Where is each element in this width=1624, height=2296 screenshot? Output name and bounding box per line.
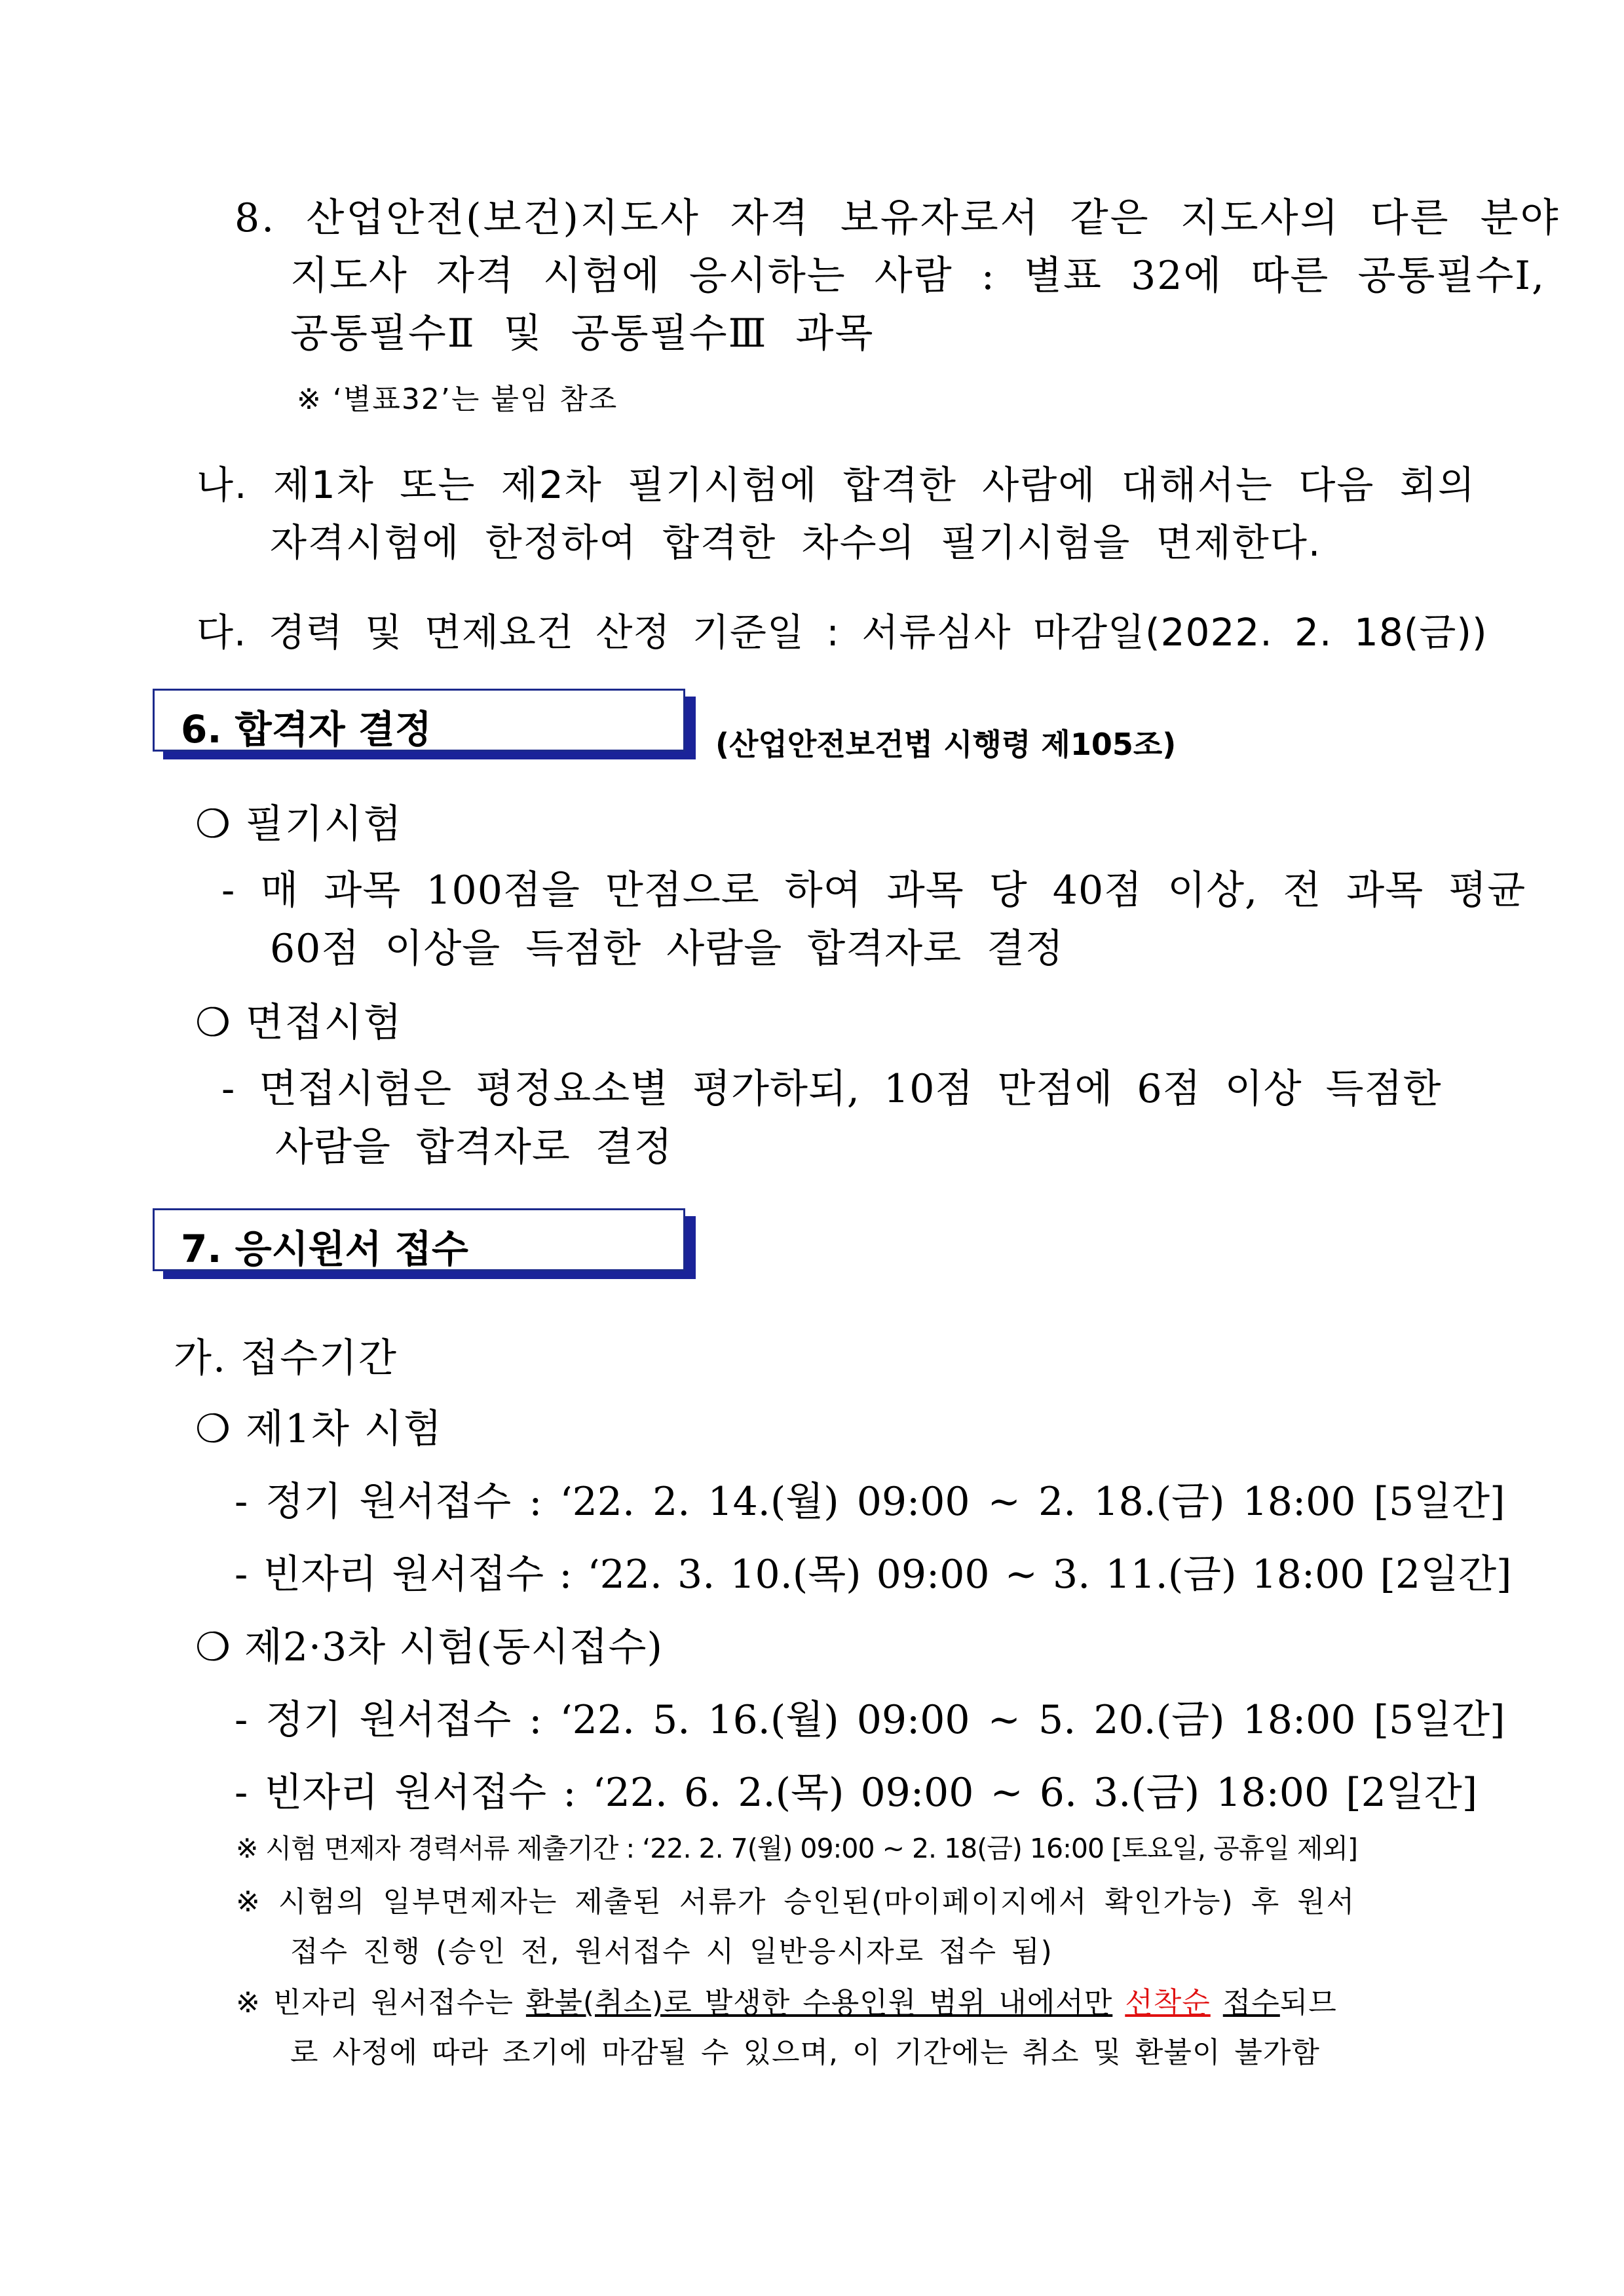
interview-line2: 사람을 합격자로 결정 [275, 1124, 673, 1170]
interview-exam-heading: ❍ 면접시험 [195, 1000, 403, 1046]
round23-vacancy: - 빈자리 원서접수 : ‘22. 6. 2.(목) 09:00 ~ 6. 3.(금) 18:00 [2일간] [235, 1770, 1478, 1816]
round23-heading: ❍ 제2·3차 시험(동시접수) [195, 1624, 663, 1670]
note-vacancy-line2: 로 사정에 따라 조기에 마감될 수 있으며, 이 기간에는 취소 및 환불이 불가함 [290, 2036, 1320, 2069]
section6-header [153, 689, 685, 752]
note-vacancy-line1 [236, 1979, 1337, 2021]
para-na-line2: 자격시험에 한정하여 합격한 차수의 필기시험을 면제한다. [270, 520, 1322, 565]
round23-regular: - 정기 원서접수 : ‘22. 5. 16.(월) 09:00 ~ 5. 20.(금) 18:00 [5일간] [235, 1697, 1505, 1743]
note-vacancy-text-a: 빈자리 원서접수는 [273, 1986, 514, 2019]
written-line1: - 매 과목 100점을 만점으로 하여 과목 당 40점 이상, 전 과목 평균 [221, 868, 1526, 913]
round1-heading: ❍ 제1차 시험 [195, 1406, 443, 1452]
note-vacancy-text-b: 환불(취소)로 발생한 수용인원 범위 내에서만 [525, 1986, 1113, 2019]
note-exemption-line1: ※ 시험의 일부면제자는 제출된 서류가 승인된(마이페이지에서 확인가능) 후 원서 [236, 1885, 1356, 1919]
section7-title: 7. 응시원서 접수 [181, 1227, 468, 1271]
section7-header [153, 1208, 685, 1271]
section6-law-ref: (산업안전보건법 시행령 제105조) [715, 727, 1177, 762]
interview-line1: - 면접시험은 평정요소별 평가하되, 10점 만점에 6점 이상 득점한 [221, 1066, 1442, 1112]
item8-line3: 공통필수Ⅱ 및 공통필수Ⅲ 과목 [290, 311, 875, 356]
round1-regular: - 정기 원서접수 : ‘22. 2. 14.(월) 09:00 ~ 2. 18.(금) 18:00 [5일간] [235, 1479, 1505, 1525]
note-exemption-period: ※ 시험 면제자 경력서류 제출기간 : ‘22. 2. 7(월) 09:00 ~ 2. 18(금) 16:00 [토요일, 공휴일 제외] [236, 1833, 1358, 1864]
note-exemption-line2: 접수 진행 (승인 전, 원서접수 시 일반응시자로 접수 됨) [290, 1935, 1053, 1968]
note-vacancy-text-d: 접수 [1222, 1986, 1280, 2019]
para-na-line1: 나. 제1차 또는 제2차 필기시험에 합격한 사람에 대해서는 다음 회의 [197, 463, 1476, 507]
item8-note: ※ ‘별표32’는 붙임 참조 [297, 383, 618, 416]
written-line2: 60점 이상을 득점한 사람을 합격자로 결정 [270, 926, 1065, 972]
note-vacancy-text-e: 되므 [1279, 1986, 1337, 2019]
round1-vacancy: - 빈자리 원서접수 : ‘22. 3. 10.(목) 09:00 ~ 3. 11.(금) 18:00 [2일간] [235, 1552, 1512, 1598]
section6-title: 6. 합격자 결정 [181, 707, 432, 752]
written-exam-heading: ❍ 필기시험 [195, 801, 403, 847]
item8-line1: 8. 산업안전(보건)지도사 자격 보유자로서 같은 지도사의 다른 분야 [235, 195, 1560, 241]
period-heading: 가. 접수기간 [174, 1335, 398, 1381]
note-vacancy-mark: ※ [236, 1986, 261, 2019]
item8-line2: 지도사 자격 시험에 응시하는 사람 : 별표 32에 따른 공통필수Ⅰ, [290, 253, 1546, 299]
note-vacancy-first-come: 선착순 [1125, 1986, 1211, 2019]
para-da: 다. 경력 및 면제요건 산정 기준일 : 서류심사 마감일(2022. 2. 18(금)) [197, 610, 1488, 655]
